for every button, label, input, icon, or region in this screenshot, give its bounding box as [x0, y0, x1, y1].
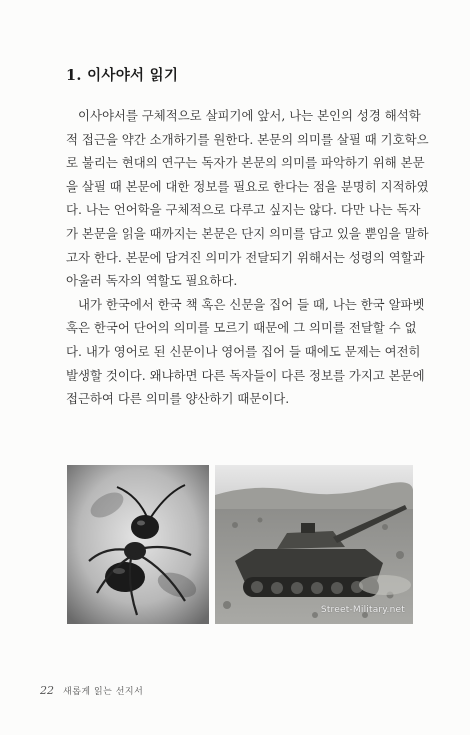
text-line: 다. 내가 영어로 된 신문이나 영어를 집어 들 때에도 문제는 여전히: [66, 343, 421, 359]
tank-photo: [215, 465, 413, 624]
paragraph-2: [66, 293, 425, 411]
section-heading: 1. 이사야서 읽기: [66, 67, 179, 84]
text-line: 내가 한국에서 한국 책 혹은 신문을 집어 들 때, 나는 한국 알파벳: [78, 296, 425, 312]
page-number: 22: [40, 684, 54, 697]
page-footer: [40, 684, 143, 697]
photo-watermark: Street-Military.net: [320, 605, 405, 615]
text-line: 가 본문을 읽을 때까지는 본문은 단지 의미를 담고 있을 뿐임을 말하: [66, 225, 429, 241]
text-line: 고자 한다. 본문에 담겨진 의미가 전달되기 위해서는 성령의 역할과: [66, 249, 425, 265]
running-book-title: 새롭게 읽는 선지서: [63, 687, 144, 697]
text-line: 접근하여 다른 의미를 양산하기 때문이다.: [66, 391, 290, 407]
text-line: 발생할 것이다. 왜냐하면 다른 독자들이 다른 정보를 가지고 본문에: [66, 367, 425, 383]
body-text: [66, 104, 429, 411]
paragraph-1: [66, 104, 429, 293]
text-line: 아울러 독자의 역할도 필요하다.: [66, 273, 238, 289]
text-line: 적 접근을 약간 소개하기를 원한다. 본문의 의미를 살필 때 기호학으: [66, 131, 429, 147]
text-line: 로 불리는 현대의 연구는 독자가 본문의 의미를 파악하기 위해 본문: [66, 155, 425, 171]
text-line: 다. 나는 언어학을 구체적으로 다루고 싶지는 않다. 다만 나는 독자: [66, 202, 421, 218]
figure-photos: [67, 465, 413, 625]
text-line: 을 살필 때 본문에 대한 정보를 필요로 한다는 점을 분명히 지적하였: [66, 178, 429, 194]
text-line: 혹은 한국어 단어의 의미를 모르기 때문에 그 의미를 전달할 수 없: [66, 320, 417, 336]
ant-closeup-photo: [67, 465, 209, 624]
text-line: 이사야서를 구체적으로 살피기에 앞서, 나는 본인의 성경 해석학: [78, 108, 421, 123]
